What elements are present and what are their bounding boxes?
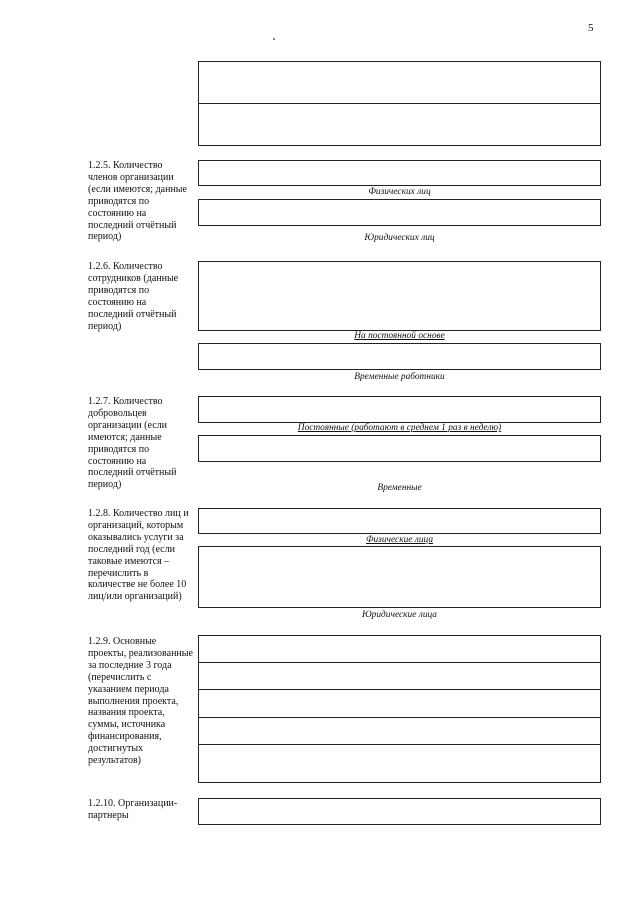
volunteers-temporary-field[interactable] [198, 435, 601, 462]
caption-recipients-legal: Юридические лица [362, 610, 437, 620]
label-volunteers-count: 1.2.7. Количество добровольцев организации (если имеются; данные приводятся по состоянию на последний отчётный период) [88, 396, 177, 491]
caption-volunteers-temporary: Временные [377, 483, 422, 493]
label-main-projects: 1.2.9. Основные проекты, реализованные за последние 3 года (перечислить с указанием периода выполнения проекта, названия проекта, суммы, источника финансирования, достигнутых результатов) [88, 636, 193, 767]
label-employees-count: 1.2.6. Количество сотрудников (данные приводятся по состоянию на последний отчётный период) [88, 261, 179, 332]
recipients-individuals-field[interactable] [198, 508, 601, 534]
project-row-4[interactable] [198, 718, 601, 745]
scan-speck [273, 38, 275, 40]
caption-members-legal: Юридических лиц [364, 233, 435, 243]
continuation-box-lower[interactable] [198, 104, 601, 146]
project-row-3[interactable] [198, 690, 601, 718]
employees-permanent-field[interactable] [198, 261, 601, 331]
project-row-5[interactable] [198, 745, 601, 783]
caption-volunteers-permanent: Постоянные (работают в среднем 1 раз в неделю) [297, 423, 502, 433]
label-members-count: 1.2.5. Количество членов организации (если имеются; данные приводятся по состоянию на последний отчётный период) [88, 160, 187, 243]
recipients-legal-field[interactable] [198, 546, 601, 608]
caption-recipients-individuals: Физические лица [365, 535, 434, 545]
volunteers-permanent-field[interactable] [198, 396, 601, 423]
label-service-recipients: 1.2.8. Количество лиц и организаций, которым оказывались услуги за последний год (если таковые имеются – перечислить в количестве не более 10 лиц/или организаций) [88, 508, 189, 603]
employees-temporary-field[interactable] [198, 343, 601, 370]
page-number: 5 [588, 22, 594, 34]
members-legal-field[interactable] [198, 199, 601, 226]
label-partner-organizations: 1.2.10. Организации-партнеры [88, 798, 178, 821]
caption-employees-temporary: Временные работники [354, 372, 445, 382]
caption-members-individuals: Физических лиц [368, 187, 431, 197]
partners-field[interactable] [198, 798, 601, 825]
members-individuals-field[interactable] [198, 160, 601, 186]
continuation-box-upper[interactable] [198, 61, 601, 104]
project-row-2[interactable] [198, 663, 601, 690]
project-row-1[interactable] [198, 635, 601, 663]
caption-employees-permanent: На постоянной основе [354, 331, 445, 341]
